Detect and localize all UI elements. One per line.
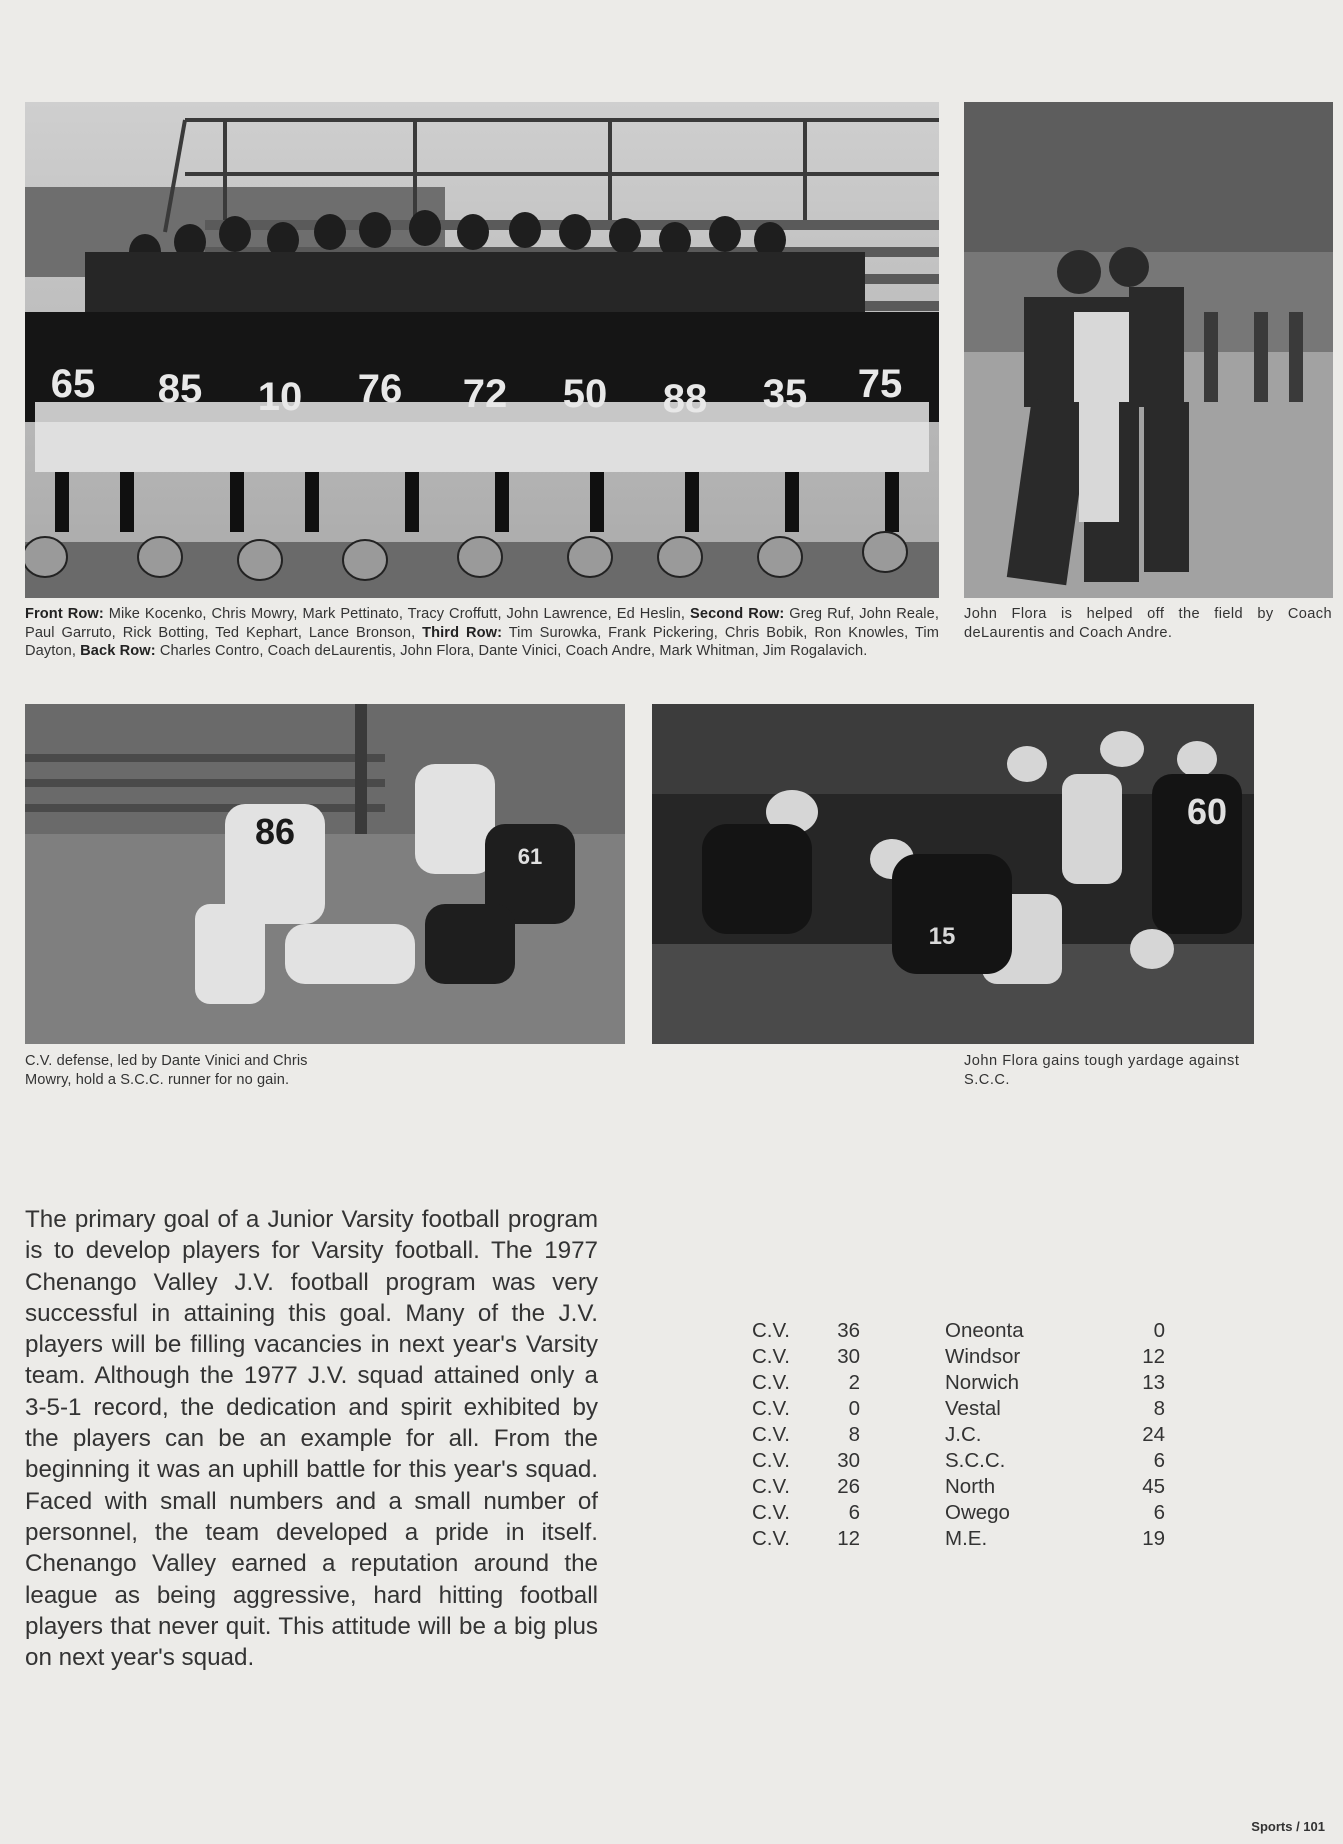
team-photo bbox=[25, 102, 939, 598]
opponent-score: 6 bbox=[1153, 1501, 1165, 1524]
jersey-number: 50 bbox=[562, 372, 608, 416]
team-photo-caption bbox=[25, 605, 939, 661]
team-name: C.V. bbox=[752, 1449, 790, 1472]
opponent-score: 45 bbox=[1142, 1475, 1165, 1498]
score-row bbox=[752, 1370, 1165, 1396]
team-name: C.V. bbox=[752, 1371, 790, 1394]
spacer bbox=[860, 1526, 945, 1552]
team-name: C.V. bbox=[752, 1527, 790, 1550]
opponent-score: 24 bbox=[1142, 1423, 1165, 1446]
opponent-name: Owego bbox=[945, 1501, 1010, 1524]
yardage-photo bbox=[652, 704, 1254, 1044]
jersey-number: 75 bbox=[857, 362, 903, 406]
jersey-number: 85 bbox=[157, 367, 203, 411]
flora-helped-photo-image bbox=[964, 102, 1333, 598]
spacer bbox=[860, 1422, 945, 1448]
back-row-label: Back Row: bbox=[80, 643, 156, 659]
defender-number: 61 bbox=[517, 844, 543, 869]
spacer bbox=[860, 1344, 945, 1370]
spacer bbox=[860, 1318, 945, 1344]
season-scores-table bbox=[752, 1318, 1165, 1552]
team-score: 36 bbox=[837, 1319, 860, 1342]
defense-photo bbox=[25, 704, 625, 1044]
score-row bbox=[752, 1396, 1165, 1422]
opponent-name: Vestal bbox=[945, 1397, 1001, 1420]
opponent-name: Windsor bbox=[945, 1345, 1021, 1368]
flora-number: 15 bbox=[928, 923, 956, 950]
spacer bbox=[860, 1370, 945, 1396]
team-photo-image bbox=[25, 102, 939, 598]
opponent-score: 6 bbox=[1153, 1449, 1165, 1472]
score-row bbox=[752, 1344, 1165, 1370]
opponent-name: North bbox=[945, 1475, 996, 1498]
lineman-number: 60 bbox=[1186, 791, 1228, 832]
score-row bbox=[752, 1448, 1165, 1474]
opponent-score: 12 bbox=[1142, 1345, 1165, 1368]
team-score: 8 bbox=[848, 1423, 860, 1446]
team-score: 6 bbox=[848, 1501, 860, 1524]
jersey-number: 88 bbox=[662, 377, 708, 421]
third-row-names: Tim Surowka, Frank Pickering, Chris Bobik, Ron Knowles, Tim Dayton, bbox=[25, 624, 939, 659]
team-score: 26 bbox=[837, 1475, 860, 1498]
jersey-number: 65 bbox=[50, 362, 96, 406]
front-row-names: Mike Kocenko, Chris Mowry, Mark Pettinato, Tracy Croffutt, John Lawrence, Ed Heslin, bbox=[103, 606, 691, 622]
flora-helped-caption: John Flora is helped off the field by Coach deLaurentis and Coach Andre. bbox=[964, 606, 1332, 641]
team-score: 0 bbox=[848, 1397, 860, 1420]
third-row-label: Third Row: bbox=[422, 624, 503, 641]
defense-caption: C.V. defense, led by Dante Vinici and Chris Mowry, hold a S.C.C. runner for no gain. bbox=[25, 1053, 308, 1088]
score-row bbox=[752, 1318, 1165, 1344]
team-score: 2 bbox=[848, 1371, 860, 1394]
flora-helped-photo bbox=[964, 102, 1333, 598]
team-name: C.V. bbox=[752, 1475, 790, 1498]
jersey-number: 10 bbox=[257, 375, 303, 419]
team-name: C.V. bbox=[752, 1345, 790, 1368]
opponent-score: 13 bbox=[1142, 1371, 1165, 1394]
runner-number: 86 bbox=[254, 811, 296, 852]
second-row-label: Second Row: bbox=[690, 606, 785, 622]
team-score: 30 bbox=[837, 1449, 860, 1472]
opponent-name: S.C.C. bbox=[945, 1449, 1006, 1472]
team-name: C.V. bbox=[752, 1501, 790, 1524]
opponent-name: Oneonta bbox=[945, 1319, 1024, 1342]
yardage-photo-image bbox=[652, 704, 1254, 1044]
score-row bbox=[752, 1422, 1165, 1448]
spacer bbox=[860, 1396, 945, 1422]
jersey-number: 76 bbox=[357, 367, 403, 411]
jersey-number: 35 bbox=[762, 372, 808, 416]
front-row-label: Front Row: bbox=[25, 606, 104, 622]
opponent-score: 0 bbox=[1153, 1319, 1165, 1342]
opponent-score: 19 bbox=[1142, 1527, 1165, 1550]
jersey-number: 72 bbox=[462, 372, 508, 416]
team-name: C.V. bbox=[752, 1319, 790, 1342]
team-score: 12 bbox=[837, 1527, 860, 1550]
opponent-name: Norwich bbox=[945, 1371, 1020, 1394]
spacer bbox=[860, 1500, 945, 1526]
team-score: 30 bbox=[837, 1345, 860, 1368]
score-row bbox=[752, 1500, 1165, 1526]
article-body: The primary goal of a Junior Varsity football program is to develop players for Varsity football. The 1977 Chenango Valley J.V. football program was very successful in attaining this goal. Many of the J.V. players will be filling vacancies in next year's Varsity team. Although the 1977 J.V. squad attained only a 3-5-1 record, the dedication and spirit exhibited by the players can be an example for all. From the beginning it was an uphill battle for this year's squad. Faced with small numbers and a small number of personnel, the team developed a pride in itself. Chenango Valley earned a reputation around the league as being aggressive, hard hitting football players that never quit. This attitude will be a big plus on next year's squad. bbox=[25, 1206, 598, 1672]
defense-photo-image bbox=[25, 704, 625, 1044]
spacer bbox=[860, 1448, 945, 1474]
opponent-name: J.C. bbox=[945, 1423, 982, 1446]
opponent-score: 8 bbox=[1153, 1397, 1165, 1420]
score-row bbox=[752, 1474, 1165, 1500]
opponent-name: M.E. bbox=[945, 1527, 988, 1550]
team-name: C.V. bbox=[752, 1397, 790, 1420]
back-row-names: Charles Contro, Coach deLaurentis, John Flora, Dante Vinici, Coach Andre, Mark Whitman, Jim Rogalavich. bbox=[155, 643, 868, 659]
team-name: C.V. bbox=[752, 1423, 790, 1446]
spacer bbox=[860, 1474, 945, 1500]
second-row-names: Greg Ruf, John Reale, Paul Garruto, Rick Botting, Ted Kephart, Lance Bronson, bbox=[25, 606, 939, 641]
score-row bbox=[752, 1526, 1165, 1552]
yardage-caption: John Flora gains tough yardage against S.C.C. bbox=[964, 1053, 1240, 1088]
page-folio: Sports / 101 bbox=[1251, 1819, 1325, 1834]
